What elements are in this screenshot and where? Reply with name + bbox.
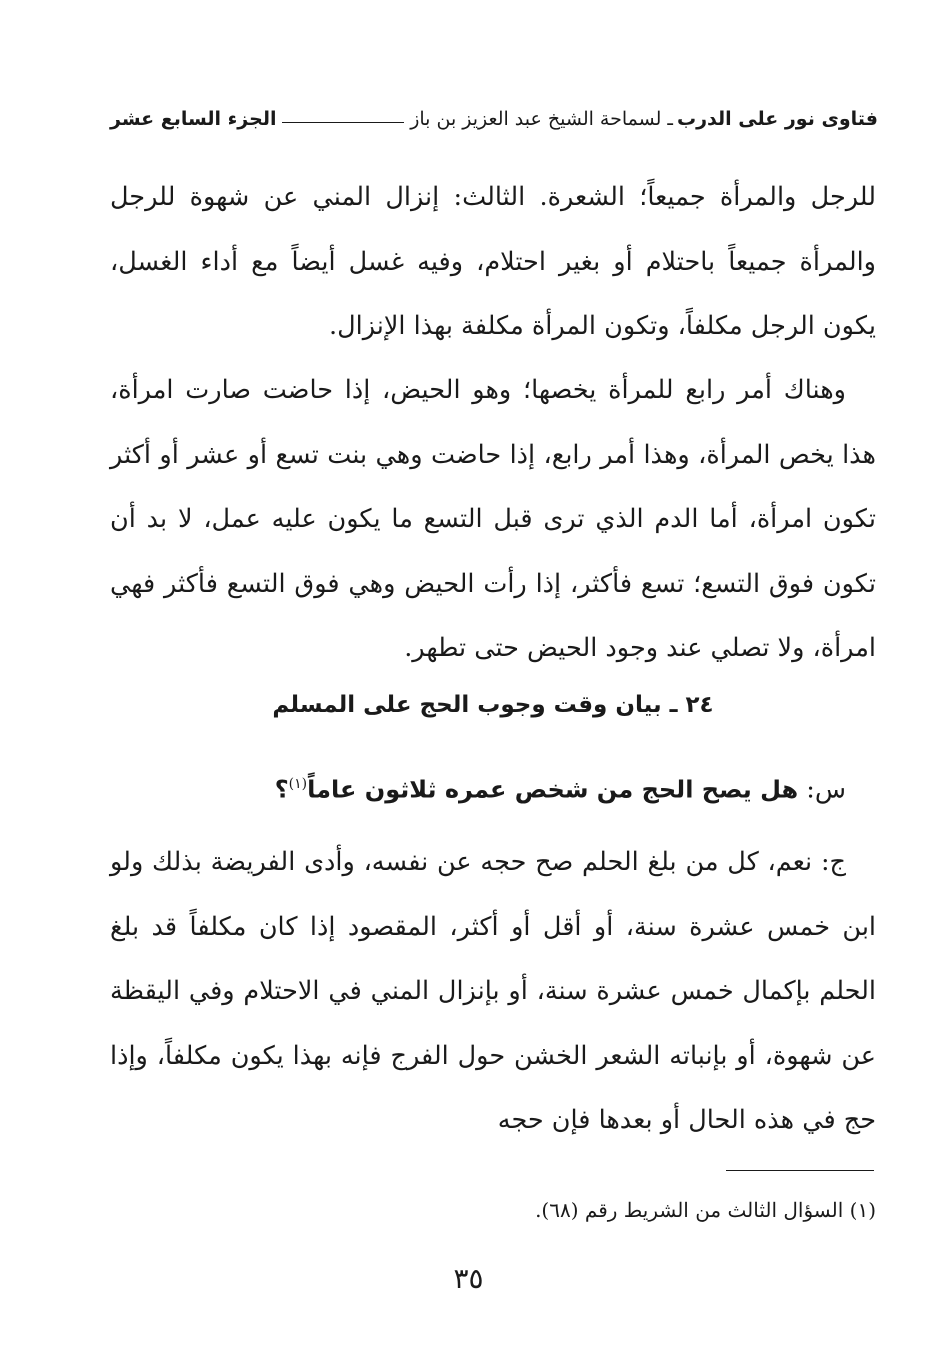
volume-part: الجزء السابع عشر [110,108,277,130]
page-number: ٣٥ [453,1262,484,1295]
footnote-separator [726,1170,874,1171]
running-header [110,108,878,130]
paragraph-text: وهناك أمر رابع للمرأة يخصها؛ وهو الحيض، إذا حاضت صارت امرأة، هذا يخص المرأة، وهذا أمر رابع، إذا حاضت وهي بنت تسع أو عشر أو أكثر تكون امرأة، أما الدم الذي ترى قبل التسع ما يكون عليه عمل، لا بد أن تكون فوق التسع؛ تسع فأكثر، إذا رأت الحيض وهي فوق التسع فأكثر فهي امرأة، ولا تصلي عند وجود الحيض حتى تطهر. [110,375,876,663]
section-heading: ٢٤ ـ بيان وقت وجوب الحج على المسلم [272,692,714,718]
question-label: س: [806,774,846,805]
header-rule [282,122,404,123]
body-paragraph [110,358,876,681]
question-mark: ؟ [274,775,289,804]
question-line [110,760,876,814]
book-title: فتاوى نور على الدرب [677,108,878,130]
paragraph-text: للرجل والمرأة جميعاً؛ الشعرة. الثالث: إنزال المني عن شهوة للرجل والمرأة جميعاً باحتلام أو بغير احتلام، وفيه غسل أيضاً مع أداء الغسل، يكون الرجل مكلفاً، وتكون المرأة مكلفة بهذا الإنزال. [110,182,876,341]
question-text: هل يصح الحج من شخص عمره ثلاثون عاماً [307,775,799,804]
footnote-reference: (١) [288,776,308,792]
author-name: ـ لسماحة الشيخ عبد العزيز بن باز [410,108,673,130]
answer-text: ج: نعم، كل من بلغ الحلم صح حجه عن نفسه، وأدى الفريضة بذلك ولو ابن خمس عشرة سنة، أو أقل أو أكثر، المقصود إذا كان مكلفاً قد بلغ الحلم بإكمال خمس عشرة سنة، أو بإنزال المني في الاحتلام وفي اليقظة عن شهوة، أو بإنباته الشعر الخشن حول الفرج فإنه بهذا يكون مكلفاً، وإذا حج في هذه الحال أو بعدها فإن حجه [110,847,876,1135]
footnote: (١) السؤال الثالث من الشريط رقم (٦٨). [535,1198,876,1222]
body-paragraph [110,165,876,359]
answer-paragraph [110,830,876,1153]
